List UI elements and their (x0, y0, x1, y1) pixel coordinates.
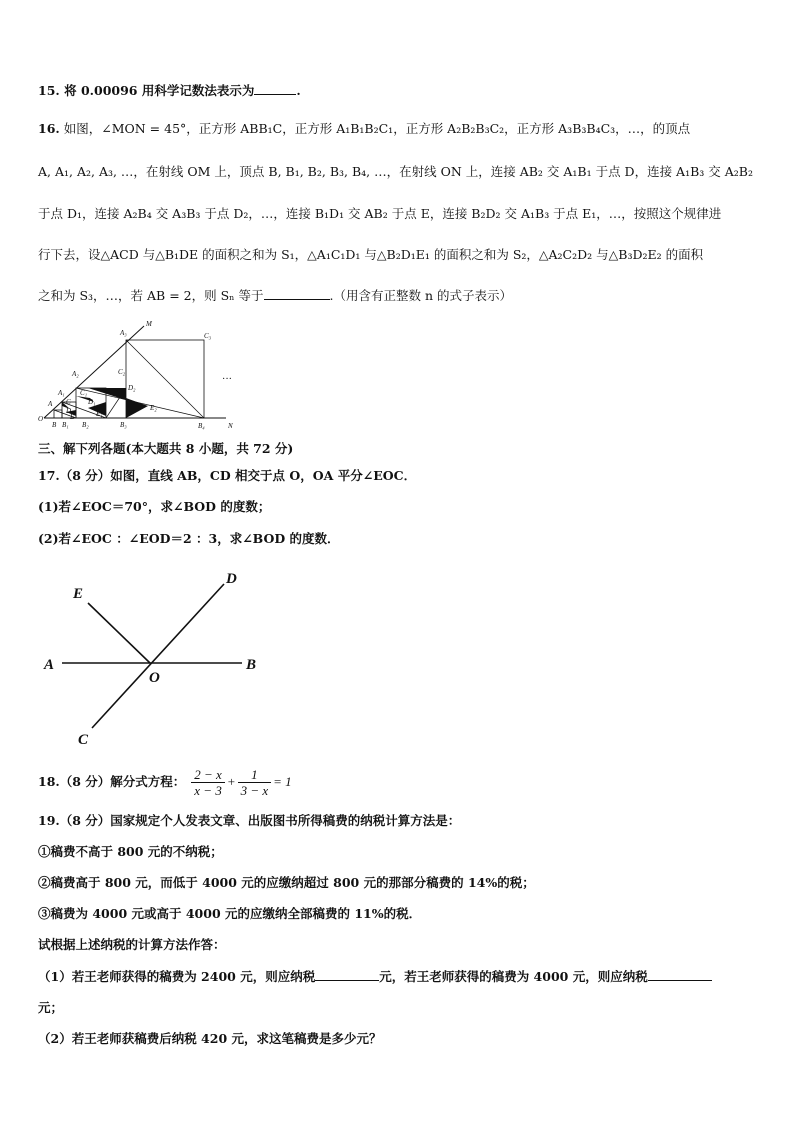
label-N: N (228, 422, 233, 430)
label-D2: D₂ (128, 384, 136, 392)
label-C: C (66, 398, 71, 406)
q17-part1: (1)若∠EOC＝70°，求∠BOD 的度数； (38, 499, 271, 514)
q19-sub1-text-a: （1）若王老师获得的稿费为 2400 元，则应纳税 (38, 969, 316, 984)
q18-rhs: = 1 (273, 774, 292, 789)
label-C2: C₂ (118, 368, 126, 376)
q19-rule-1: ①稿费不高于 800 元的不纳税； (38, 844, 223, 859)
q18-frac2-numerator: 1 (238, 767, 272, 783)
q15-answer-blank[interactable] (254, 82, 296, 95)
q16-text-1: 如图，∠MON = 45°，正方形 ABB₁C，正方形 A₁B₁B₂C₁，正方形 A₂B₂B₃C₂，正方形 A₃B₃B₄C₃，…，的顶点 (63, 121, 691, 136)
q19-sub1-text-b: 元，若王老师获得的稿费为 4000 元，则应纳税 (379, 969, 648, 984)
q17-figure (40, 570, 270, 750)
label-B4: B₄ (198, 422, 205, 430)
label-O: O (38, 415, 44, 423)
q15-period: . (296, 83, 301, 98)
q18-plus: + (226, 774, 236, 789)
label-M: M (146, 320, 152, 328)
label-A: A (44, 657, 55, 673)
label-C1: C₁ (80, 389, 88, 397)
q16-line-2: A, A₁, A₂, A₃, …，在射线 OM 上，顶点 B, B₁, B₂, B₃, B₄, …，在射线 ON 上，连接 AB₂ 交 A₁B₁ 于点 D，连接 A₁B₃ 交 A₂B₂ (38, 164, 753, 179)
q16-line-4: 行下去，设△ACD 与△B₁DE 的面积之和为 S₁，△A₁C₁D₁ 与△B₂D₁E₁ 的面积之和为 S₂，△A₂C₂D₂ 与△B₃D₂E₂ 的面积 (38, 247, 704, 262)
q18-header: 18.（8 分）解分式方程： (38, 774, 186, 789)
label-E2: E₂ (150, 404, 157, 412)
label-A2: A₂ (72, 370, 79, 378)
label-A: A (48, 400, 53, 408)
q18-line (38, 766, 292, 798)
q16-figure (36, 318, 266, 436)
q16-line-1 (38, 120, 690, 138)
q17-header: 17.（8 分）如图，直线 AB，CD 相交于点 O，OA 平分∠EOC． (38, 468, 417, 483)
q18-frac1-numerator: 2 − x (191, 767, 225, 783)
line-cd (92, 584, 224, 728)
q15-number: 15. (38, 83, 60, 98)
q19-sub1-blank-1[interactable] (315, 968, 379, 981)
label-B: B (52, 421, 57, 429)
q15-line (38, 82, 301, 100)
label-B3: B₃ (120, 421, 127, 429)
q17-part2: (2)若∠EOC ：∠EOD＝2 ：3，求∠BOD 的度数． (38, 531, 340, 546)
label-A3: A₃ (120, 329, 127, 337)
label-B: B (246, 657, 257, 673)
q16-figure-ellipsis: ··· (222, 374, 232, 385)
q15-text: 将 0.00096 用科学记数法表示为 (64, 83, 255, 98)
label-E1: E₁ (96, 410, 103, 418)
q19-rule-3: ③稿费为 4000 元或高于 4000 元的应缴纳全部稿费的 11%的税． (38, 906, 422, 921)
q18-frac1-denominator: x − 3 (194, 783, 222, 798)
q16-line-5 (38, 287, 512, 305)
q16-text-5a: 之和为 S₃，…，若 AB = 2，则 Sₙ 等于 (38, 288, 264, 303)
label-D1: D₁ (88, 398, 96, 406)
label-A1: A₁ (58, 389, 65, 397)
label-E: E (73, 586, 84, 602)
q19-rule-2: ②稿费高于 800 元，而低于 4000 元的应缴纳超过 800 元的那部分稿费的 14%的税； (38, 875, 535, 890)
q18-fraction-1 (191, 767, 225, 798)
label-D: D (226, 571, 237, 587)
q16-text-5b: .（用含有正整数 n 的式子表示） (329, 288, 513, 303)
q18-frac2-denominator: 3 − x (240, 783, 269, 798)
label-C3: C₃ (204, 332, 212, 340)
label-C: C (78, 732, 89, 748)
section3-title: 三、解下列各题(本大题共 8 小题，共 72 分) (38, 441, 294, 456)
q19-sub1 (38, 968, 712, 986)
q16-answer-blank[interactable] (264, 287, 330, 300)
q19-sub2: （2）若王老师获稿费后纳税 420 元，求这笔稿费是多少元？ (38, 1031, 382, 1046)
shaded-b3d2e2 (126, 398, 148, 418)
ray-oe (88, 603, 150, 663)
q16-line-3: 于点 D₁，连接 A₂B₄ 交 A₃B₃ 于点 D₂，…，连接 B₁D₁ 交 AB₂ 于点 E，连接 B₂D₂ 交 A₁B₃ 于点 E₁，…，按照这个规律进 (38, 206, 722, 221)
q19-sub1-end: 元； (38, 1000, 64, 1015)
label-B1: B₁ (62, 421, 69, 429)
q19-intro: 试根据上述纳税的计算方法作答： (38, 937, 226, 952)
q19-header: 19.（8 分）国家规定个人发表文章、出版图书所得稿费的纳税计算方法是： (38, 813, 461, 828)
q19-sub1-blank-2[interactable] (648, 968, 712, 981)
label-B2: B₂ (82, 421, 89, 429)
q16-number: 16. (38, 121, 60, 136)
q18-fraction-2 (238, 767, 272, 798)
label-E: E (70, 413, 75, 421)
label-O: O (149, 670, 160, 686)
label-D: D (66, 407, 72, 415)
